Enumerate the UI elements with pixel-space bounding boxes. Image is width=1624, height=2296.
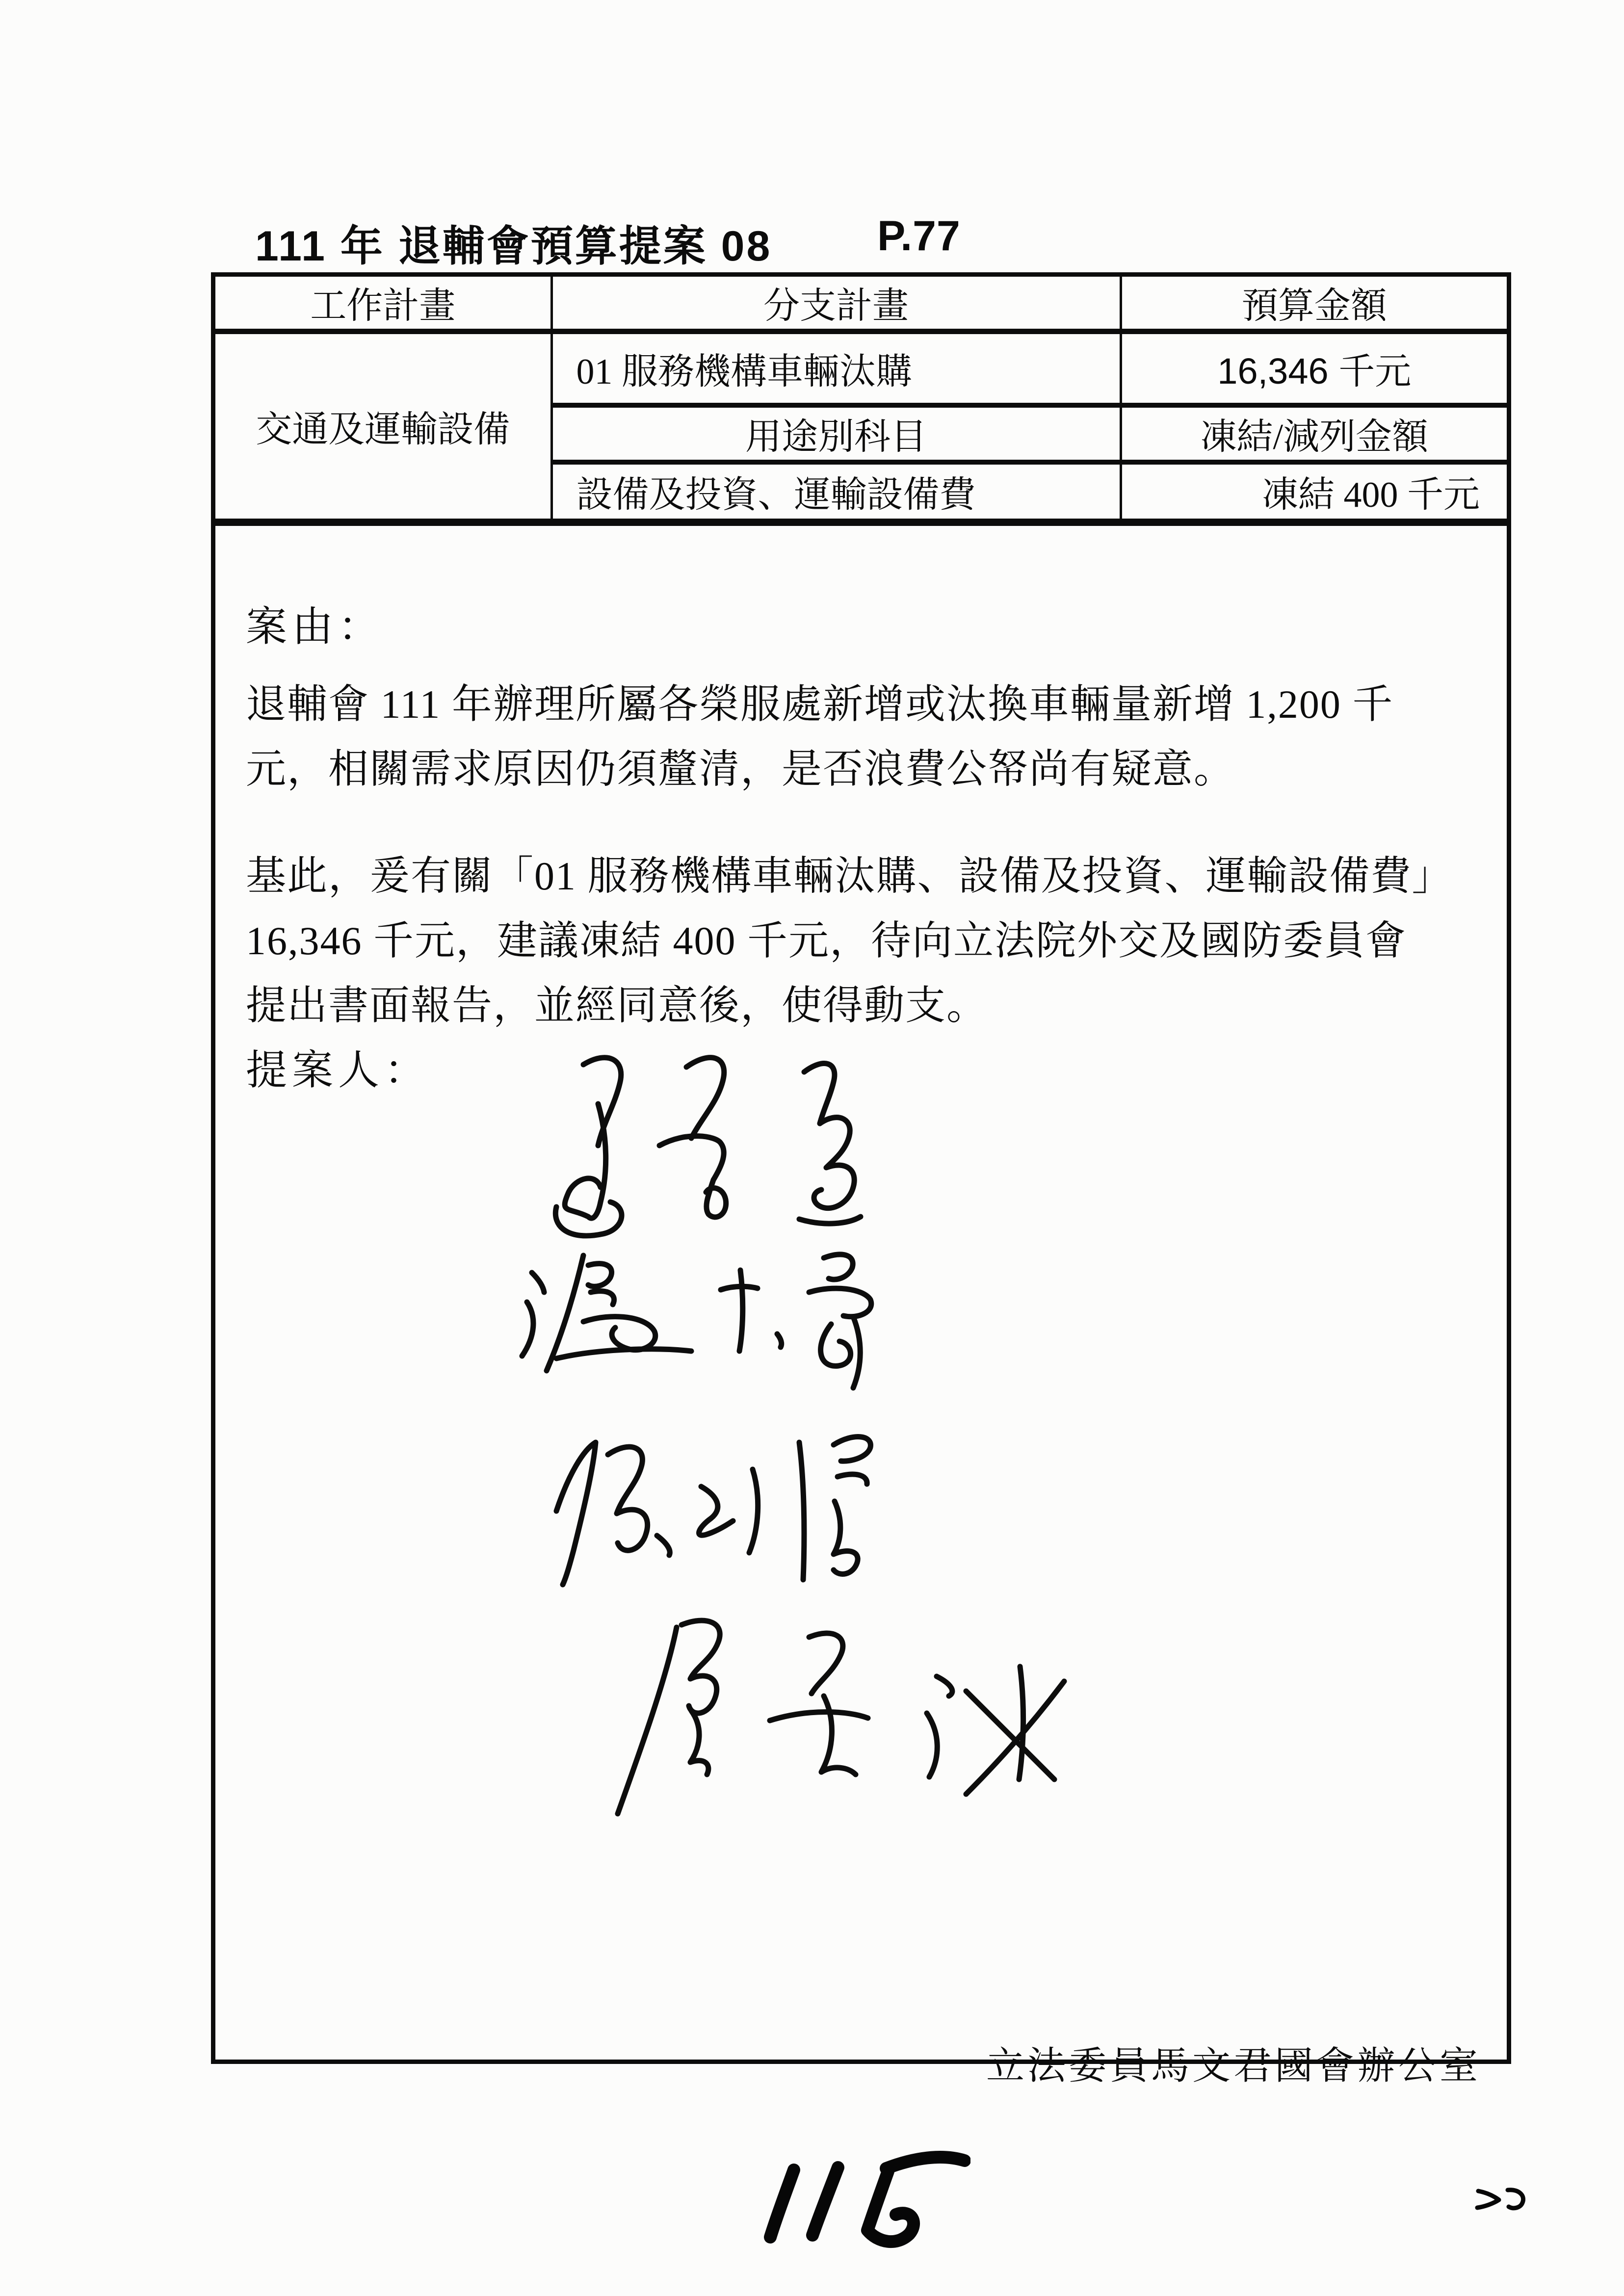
budget-table — [215, 277, 1507, 522]
cell-sub-plan-2: 用途別科目 — [551, 405, 1121, 462]
corner-scribble — [1474, 2184, 1538, 2218]
signature-1 — [510, 1045, 883, 1241]
document-title: 111 年 退輔會預算提案 08 — [255, 223, 772, 270]
cell-work-plan: 交通及運輸設備 — [215, 332, 551, 521]
handwritten-page-number — [760, 2143, 970, 2251]
header-work-plan: 工作計畫 — [215, 277, 551, 332]
signature-4 — [534, 1608, 1113, 1819]
table-header-row — [215, 277, 1507, 332]
document-header — [255, 212, 1433, 270]
header-sub-plan: 分支計畫 — [551, 277, 1121, 332]
signature-2 — [510, 1243, 892, 1395]
footer-office: 立法委員馬文君國會辦公室 — [986, 2044, 1481, 2087]
case-paragraph1-line2: 元，相關需求原因仍須釐清，是否浪費公帑尚有疑意。 — [246, 747, 1235, 791]
cell-amount-3: 凍結 400 千元 — [1121, 462, 1507, 520]
proposer-label: 提案人： — [246, 1048, 431, 1094]
document-frame — [211, 272, 1511, 2064]
case-paragraph2-line1: 基此，爰有關「01 服務機構車輛汰購、設備及投資、運輸設備費」 — [246, 854, 1453, 898]
cell-amount-2: 凍結/減列金額 — [1121, 405, 1507, 462]
case-paragraph2-line2: 16,346 千元，建議凍結 400 千元，待向立法院外交及國防委員會 — [246, 918, 1407, 963]
table-row — [215, 332, 1507, 406]
case-section — [215, 522, 1507, 2060]
case-paragraph1-line1: 退輔會 111 年辦理所屬各榮服處新增或汰換車輛量新增 1,200 千 — [246, 682, 1394, 727]
cell-sub-plan-3: 設備及投資、運輸設備費 — [551, 462, 1121, 520]
cell-amount-1: 16,346 千元 — [1121, 332, 1507, 406]
header-budget-amount: 預算金額 — [1121, 277, 1507, 332]
cell-sub-plan-1: 01 服務機構車輛汰購 — [551, 332, 1121, 406]
case-label: 案由： — [246, 604, 385, 650]
case-paragraph2-line3: 提出書面報告，並經同意後，使得動支。 — [246, 983, 988, 1028]
page-reference: P.77 — [877, 212, 961, 260]
signature-3 — [510, 1423, 961, 1599]
